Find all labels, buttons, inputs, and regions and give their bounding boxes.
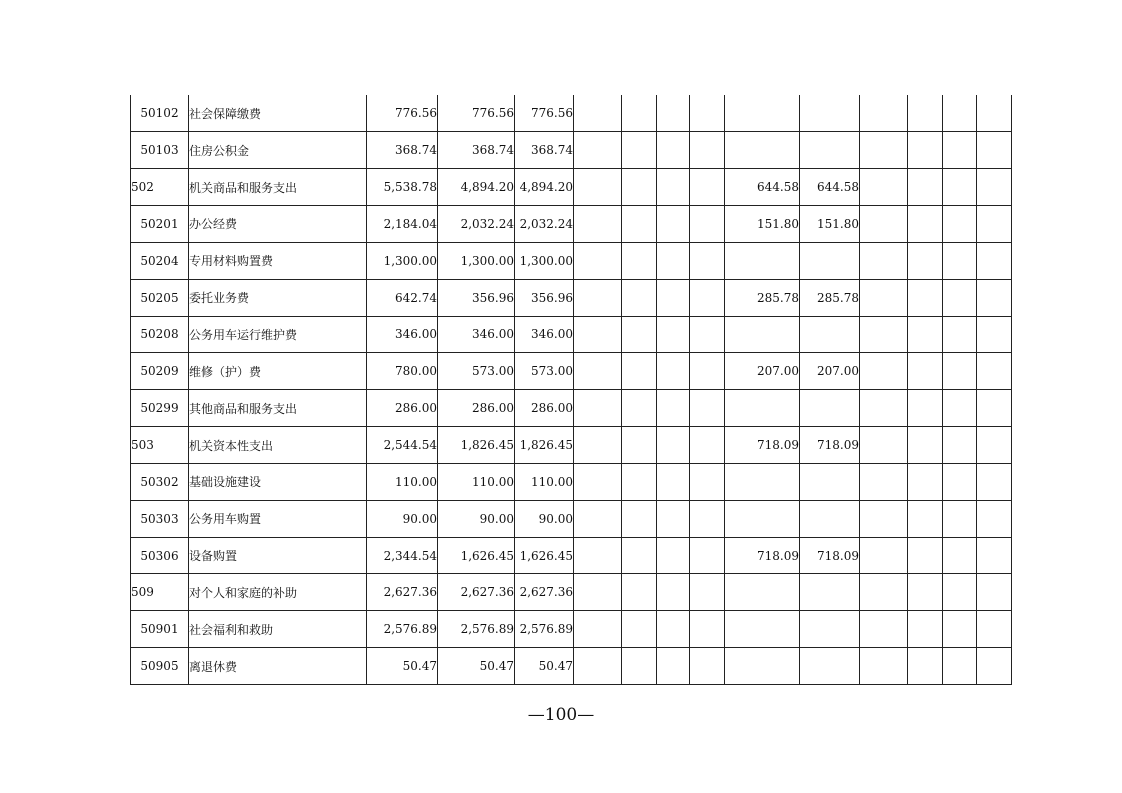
- table-row: [131, 316, 1012, 353]
- empty-cell: [860, 95, 908, 132]
- basic-subtotal-cell: 2,032.24: [438, 206, 515, 243]
- empty-cell: [977, 648, 1012, 685]
- project-current-cell: 285.78: [800, 279, 860, 316]
- empty-cell: [657, 463, 690, 500]
- project-current-cell: [800, 648, 860, 685]
- account-code-cell: 50302: [131, 463, 189, 500]
- empty-cell: [908, 574, 943, 611]
- empty-cell: [908, 390, 943, 427]
- account-code-cell: 50208: [131, 316, 189, 353]
- empty-cell: [622, 353, 657, 390]
- empty-cell: [574, 611, 622, 648]
- basic-subtotal-cell: 776.56: [438, 95, 515, 132]
- basic-subtotal-cell: 1,300.00: [438, 242, 515, 279]
- table-row: [131, 242, 1012, 279]
- account-name-cell: 住房公积金: [189, 132, 367, 169]
- empty-cell: [943, 279, 977, 316]
- empty-cell: [574, 500, 622, 537]
- project-subtotal-cell: 207.00: [725, 353, 800, 390]
- empty-cell: [860, 463, 908, 500]
- account-name-cell: 公务用车运行维护费: [189, 316, 367, 353]
- basic-subtotal-cell: 573.00: [438, 353, 515, 390]
- basic-subtotal-cell: 110.00: [438, 463, 515, 500]
- total-cell: 368.74: [367, 132, 438, 169]
- table-row: [131, 648, 1012, 685]
- account-code-cell: 50204: [131, 242, 189, 279]
- empty-cell: [657, 95, 690, 132]
- basic-current-cell: 2,627.36: [515, 574, 574, 611]
- empty-cell: [860, 316, 908, 353]
- empty-cell: [657, 574, 690, 611]
- empty-cell: [943, 316, 977, 353]
- table-row: [131, 611, 1012, 648]
- empty-cell: [977, 242, 1012, 279]
- project-current-cell: 151.80: [800, 206, 860, 243]
- project-current-cell: 207.00: [800, 353, 860, 390]
- project-current-cell: 718.09: [800, 537, 860, 574]
- basic-current-cell: 2,032.24: [515, 206, 574, 243]
- account-name-cell: 维修（护）费: [189, 353, 367, 390]
- empty-cell: [690, 611, 725, 648]
- empty-cell: [860, 206, 908, 243]
- empty-cell: [657, 279, 690, 316]
- project-current-cell: [800, 463, 860, 500]
- empty-cell: [574, 95, 622, 132]
- total-cell: 286.00: [367, 390, 438, 427]
- total-cell: 780.00: [367, 353, 438, 390]
- project-subtotal-cell: [725, 648, 800, 685]
- empty-cell: [977, 574, 1012, 611]
- project-current-cell: 644.58: [800, 169, 860, 206]
- empty-cell: [622, 390, 657, 427]
- empty-cell: [977, 500, 1012, 537]
- empty-cell: [860, 390, 908, 427]
- empty-cell: [860, 500, 908, 537]
- empty-cell: [657, 537, 690, 574]
- project-subtotal-cell: [725, 611, 800, 648]
- project-current-cell: [800, 500, 860, 537]
- empty-cell: [574, 353, 622, 390]
- account-name-cell: 社会保障缴费: [189, 95, 367, 132]
- table-row: [131, 427, 1012, 464]
- account-name-cell: 委托业务费: [189, 279, 367, 316]
- empty-cell: [622, 132, 657, 169]
- table-row: [131, 206, 1012, 243]
- empty-cell: [657, 353, 690, 390]
- basic-subtotal-cell: 2,576.89: [438, 611, 515, 648]
- empty-cell: [977, 132, 1012, 169]
- table-row: [131, 463, 1012, 500]
- project-current-cell: [800, 611, 860, 648]
- empty-cell: [622, 427, 657, 464]
- empty-cell: [657, 500, 690, 537]
- project-subtotal-cell: 151.80: [725, 206, 800, 243]
- empty-cell: [943, 427, 977, 464]
- empty-cell: [908, 242, 943, 279]
- empty-cell: [860, 611, 908, 648]
- empty-cell: [977, 206, 1012, 243]
- project-subtotal-cell: 644.58: [725, 169, 800, 206]
- empty-cell: [908, 316, 943, 353]
- empty-cell: [977, 279, 1012, 316]
- empty-cell: [977, 95, 1012, 132]
- account-name-cell: 机关商品和服务支出: [189, 169, 367, 206]
- empty-cell: [977, 463, 1012, 500]
- empty-cell: [657, 648, 690, 685]
- empty-cell: [690, 95, 725, 132]
- basic-current-cell: 356.96: [515, 279, 574, 316]
- empty-cell: [690, 427, 725, 464]
- account-code-cell: 50103: [131, 132, 189, 169]
- project-subtotal-cell: [725, 574, 800, 611]
- project-subtotal-cell: [725, 500, 800, 537]
- table-row: [131, 353, 1012, 390]
- account-code-cell: 503: [131, 427, 189, 464]
- empty-cell: [860, 169, 908, 206]
- empty-cell: [943, 95, 977, 132]
- empty-cell: [574, 574, 622, 611]
- total-cell: 110.00: [367, 463, 438, 500]
- empty-cell: [860, 279, 908, 316]
- empty-cell: [977, 169, 1012, 206]
- empty-cell: [908, 132, 943, 169]
- empty-cell: [690, 206, 725, 243]
- total-cell: 5,538.78: [367, 169, 438, 206]
- empty-cell: [943, 242, 977, 279]
- basic-subtotal-cell: 1,626.45: [438, 537, 515, 574]
- empty-cell: [690, 353, 725, 390]
- empty-cell: [943, 353, 977, 390]
- account-name-cell: 基础设施建设: [189, 463, 367, 500]
- table-row: [131, 169, 1012, 206]
- account-name-cell: 对个人和家庭的补助: [189, 574, 367, 611]
- empty-cell: [574, 242, 622, 279]
- empty-cell: [657, 427, 690, 464]
- basic-current-cell: 776.56: [515, 95, 574, 132]
- total-cell: 2,544.54: [367, 427, 438, 464]
- empty-cell: [574, 169, 622, 206]
- basic-current-cell: 573.00: [515, 353, 574, 390]
- empty-cell: [622, 242, 657, 279]
- empty-cell: [860, 242, 908, 279]
- total-cell: 2,627.36: [367, 574, 438, 611]
- empty-cell: [622, 611, 657, 648]
- empty-cell: [574, 390, 622, 427]
- account-code-cell: 50306: [131, 537, 189, 574]
- account-name-cell: 办公经费: [189, 206, 367, 243]
- basic-current-cell: 50.47: [515, 648, 574, 685]
- basic-subtotal-cell: 286.00: [438, 390, 515, 427]
- empty-cell: [943, 463, 977, 500]
- empty-cell: [977, 427, 1012, 464]
- basic-current-cell: 2,576.89: [515, 611, 574, 648]
- empty-cell: [622, 279, 657, 316]
- project-current-cell: [800, 390, 860, 427]
- empty-cell: [943, 132, 977, 169]
- empty-cell: [943, 611, 977, 648]
- account-code-cell: 50901: [131, 611, 189, 648]
- account-code-cell: 50303: [131, 500, 189, 537]
- project-subtotal-cell: [725, 463, 800, 500]
- empty-cell: [574, 463, 622, 500]
- account-name-cell: 离退休费: [189, 648, 367, 685]
- empty-cell: [943, 206, 977, 243]
- empty-cell: [860, 132, 908, 169]
- empty-cell: [908, 537, 943, 574]
- empty-cell: [690, 537, 725, 574]
- table-row: [131, 95, 1012, 132]
- basic-subtotal-cell: 50.47: [438, 648, 515, 685]
- total-cell: 90.00: [367, 500, 438, 537]
- empty-cell: [977, 611, 1012, 648]
- empty-cell: [574, 206, 622, 243]
- project-current-cell: [800, 95, 860, 132]
- empty-cell: [657, 132, 690, 169]
- empty-cell: [690, 316, 725, 353]
- empty-cell: [977, 390, 1012, 427]
- empty-cell: [690, 242, 725, 279]
- empty-cell: [574, 427, 622, 464]
- table-row: [131, 132, 1012, 169]
- empty-cell: [690, 463, 725, 500]
- empty-cell: [860, 353, 908, 390]
- empty-cell: [574, 316, 622, 353]
- empty-cell: [622, 574, 657, 611]
- empty-cell: [622, 537, 657, 574]
- basic-current-cell: 346.00: [515, 316, 574, 353]
- project-subtotal-cell: [725, 95, 800, 132]
- empty-cell: [943, 574, 977, 611]
- basic-current-cell: 4,894.20: [515, 169, 574, 206]
- empty-cell: [622, 316, 657, 353]
- basic-subtotal-cell: 4,894.20: [438, 169, 515, 206]
- empty-cell: [943, 500, 977, 537]
- empty-cell: [908, 279, 943, 316]
- project-subtotal-cell: [725, 390, 800, 427]
- empty-cell: [622, 500, 657, 537]
- empty-cell: [860, 574, 908, 611]
- empty-cell: [977, 537, 1012, 574]
- empty-cell: [908, 169, 943, 206]
- empty-cell: [622, 95, 657, 132]
- basic-subtotal-cell: 368.74: [438, 132, 515, 169]
- project-subtotal-cell: 718.09: [725, 537, 800, 574]
- account-name-cell: 专用材料购置费: [189, 242, 367, 279]
- empty-cell: [943, 169, 977, 206]
- empty-cell: [943, 537, 977, 574]
- basic-current-cell: 1,300.00: [515, 242, 574, 279]
- project-current-cell: [800, 242, 860, 279]
- table-row: [131, 537, 1012, 574]
- empty-cell: [977, 316, 1012, 353]
- project-current-cell: [800, 316, 860, 353]
- basic-current-cell: 1,826.45: [515, 427, 574, 464]
- empty-cell: [657, 611, 690, 648]
- empty-cell: [690, 169, 725, 206]
- empty-cell: [574, 132, 622, 169]
- empty-cell: [657, 316, 690, 353]
- empty-cell: [977, 353, 1012, 390]
- empty-cell: [908, 611, 943, 648]
- account-code-cell: 50905: [131, 648, 189, 685]
- budget-expense-table: [130, 95, 1012, 685]
- empty-cell: [690, 574, 725, 611]
- basic-subtotal-cell: 90.00: [438, 500, 515, 537]
- empty-cell: [908, 206, 943, 243]
- total-cell: 776.56: [367, 95, 438, 132]
- project-current-cell: [800, 574, 860, 611]
- total-cell: 2,184.04: [367, 206, 438, 243]
- account-name-cell: 社会福利和救助: [189, 611, 367, 648]
- empty-cell: [622, 463, 657, 500]
- project-subtotal-cell: 718.09: [725, 427, 800, 464]
- empty-cell: [690, 500, 725, 537]
- account-name-cell: 机关资本性支出: [189, 427, 367, 464]
- basic-subtotal-cell: 2,627.36: [438, 574, 515, 611]
- empty-cell: [657, 206, 690, 243]
- table-row: [131, 500, 1012, 537]
- basic-subtotal-cell: 1,826.45: [438, 427, 515, 464]
- empty-cell: [622, 169, 657, 206]
- empty-cell: [574, 279, 622, 316]
- empty-cell: [908, 500, 943, 537]
- empty-cell: [574, 648, 622, 685]
- project-current-cell: [800, 132, 860, 169]
- empty-cell: [622, 206, 657, 243]
- page-number: —100—: [527, 705, 595, 725]
- total-cell: 1,300.00: [367, 242, 438, 279]
- empty-cell: [860, 427, 908, 464]
- project-current-cell: 718.09: [800, 427, 860, 464]
- project-subtotal-cell: 285.78: [725, 279, 800, 316]
- basic-subtotal-cell: 356.96: [438, 279, 515, 316]
- empty-cell: [657, 242, 690, 279]
- empty-cell: [860, 648, 908, 685]
- table-row: [131, 279, 1012, 316]
- table-row: [131, 574, 1012, 611]
- total-cell: 2,576.89: [367, 611, 438, 648]
- account-code-cell: 50205: [131, 279, 189, 316]
- empty-cell: [908, 648, 943, 685]
- empty-cell: [657, 169, 690, 206]
- empty-cell: [690, 279, 725, 316]
- account-name-cell: 其他商品和服务支出: [189, 390, 367, 427]
- empty-cell: [908, 95, 943, 132]
- empty-cell: [690, 390, 725, 427]
- empty-cell: [908, 427, 943, 464]
- basic-subtotal-cell: 346.00: [438, 316, 515, 353]
- account-code-cell: 50299: [131, 390, 189, 427]
- total-cell: 2,344.54: [367, 537, 438, 574]
- total-cell: 642.74: [367, 279, 438, 316]
- account-code-cell: 50201: [131, 206, 189, 243]
- account-code-cell: 509: [131, 574, 189, 611]
- basic-current-cell: 368.74: [515, 132, 574, 169]
- empty-cell: [860, 537, 908, 574]
- empty-cell: [574, 537, 622, 574]
- project-subtotal-cell: [725, 132, 800, 169]
- table-row: [131, 390, 1012, 427]
- basic-current-cell: 1,626.45: [515, 537, 574, 574]
- empty-cell: [690, 132, 725, 169]
- project-subtotal-cell: [725, 316, 800, 353]
- account-code-cell: 50102: [131, 95, 189, 132]
- basic-current-cell: 286.00: [515, 390, 574, 427]
- empty-cell: [943, 648, 977, 685]
- project-subtotal-cell: [725, 242, 800, 279]
- basic-current-cell: 110.00: [515, 463, 574, 500]
- account-code-cell: 50209: [131, 353, 189, 390]
- empty-cell: [908, 353, 943, 390]
- account-name-cell: 设备购置: [189, 537, 367, 574]
- empty-cell: [690, 648, 725, 685]
- empty-cell: [657, 390, 690, 427]
- empty-cell: [622, 648, 657, 685]
- basic-current-cell: 90.00: [515, 500, 574, 537]
- empty-cell: [908, 463, 943, 500]
- account-code-cell: 502: [131, 169, 189, 206]
- total-cell: 346.00: [367, 316, 438, 353]
- empty-cell: [943, 390, 977, 427]
- account-name-cell: 公务用车购置: [189, 500, 367, 537]
- total-cell: 50.47: [367, 648, 438, 685]
